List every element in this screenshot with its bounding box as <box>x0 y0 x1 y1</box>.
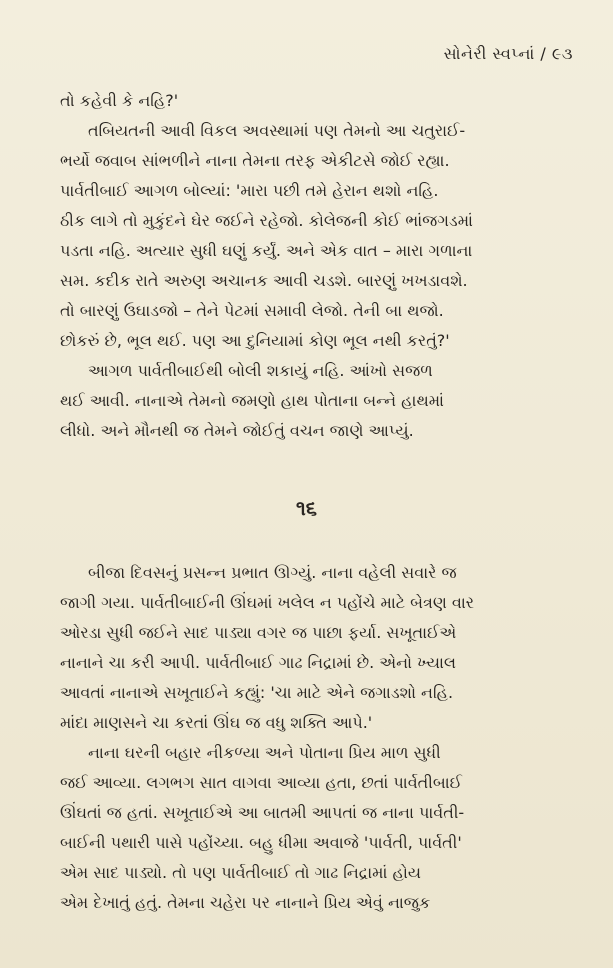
text-line: તો બારણું ઉઘાડજો – તેને પેટમાં સમાવી લેજો. તેની બા થજો. <box>60 301 444 320</box>
text-line: જઈ આવ્યા. લગભગ સાત વાગવા આવ્યા હતા, છતાં પાર્વતીબાઈ <box>60 773 462 792</box>
paragraph-start: નાના ઘરની બહાર નીકળ્યા અને પોતાના પ્રિય માળ સુધી <box>88 743 441 762</box>
text-line: બાઈની પથારી પાસે પહોંચ્યા. બહુ ધીમા અવાજે 'પાર્વતી, પાર્વતી' <box>60 833 462 852</box>
paragraph-start: તબિયતની આવી વિકલ અવસ્થામાં પણ તેમનો આ ચતુરાઈ- <box>88 121 466 140</box>
text-line: નાનાને ચા કરી આપી. પાર્વતીબાઈ ગાઢ નિદ્રામાં છે. એનો ખ્યાલ <box>60 653 456 672</box>
text-line: ભર્યો જવાબ સાંભળીને નાના તેમના તરફ એકીટસે જોઈ રહ્યા. <box>60 151 450 170</box>
text-block-1 <box>60 86 560 446</box>
text-line: સમ. કદીક રાતે અરુણ અચાનક આવી ચડશે. બારણું ખખડાવશે. <box>60 271 468 290</box>
text-block-2 <box>60 558 560 918</box>
text-line: એમ સાદ પાડ્યો. તો પણ પાર્વતીબાઈ તો ગાઢ નિદ્રામાં હોય <box>60 863 421 882</box>
running-header: સોનેરી સ્વપ્નાં / ૯૩ <box>443 44 573 63</box>
chapter-number: ૧૬ <box>296 496 317 520</box>
text-line: પડતા નહિ. અત્યાર સુધી ઘણું કર્યું. અને એક વાત – મારા ગળાના <box>60 241 473 260</box>
paragraph-start: બીજા દિવસનું પ્રસન્ન પ્રભાત ઊગ્યું. નાના વહેલી સવારે જ <box>88 563 457 582</box>
text-line: આવતાં નાનાએ સખૂતાઈને કહ્યું: 'ચા માટે એને જગાડશો નહિ. <box>60 683 454 702</box>
text-line: એમ દેખાતું હતું. તેમના ચહેરા પર નાનાને પ્રિય એવું નાજુક <box>60 893 431 912</box>
text-line: માંદા માણસને ચા કરતાં ઊંઘ જ વધુ શક્તિ આપે.' <box>60 713 373 732</box>
text-line: થઈ આવી. નાનાએ તેમનો જમણો હાથ પોતાના બન્ને હાથમાં <box>60 391 444 410</box>
text-line: છોકરું છે, ભૂલ થઈ. પણ આ દુનિયામાં કોણ ભૂલ નથી કરતું?' <box>60 331 450 350</box>
text-line: પાર્વતીબાઈ આગળ બોલ્યાં: 'મારા પછી તમે હેરાન થશો નહિ. <box>60 181 439 200</box>
text-line: તો કહેવી કે નહિ?' <box>60 91 179 110</box>
text-line: લીધો. અને મૌનથી જ તેમને જોઈતું વચન જાણે આપ્યું. <box>60 421 414 440</box>
text-line: ઠીક લાગે તો મુકુંદને ઘેર જઈને રહેજો. કોલેજની કોઈ ભાંજગડમાં <box>60 211 473 230</box>
paragraph-start: આગળ પાર્વતીબાઈથી બોલી શકાયું નહિ. આંખો સજળ <box>88 361 433 380</box>
text-line: જાગી ગયા. પાર્વતીબાઈની ઊંઘમાં ખલેલ ન પહોંચે માટે બેત્રણ વાર <box>60 593 475 612</box>
text-line: ઊંઘતાં જ હતાં. સખૂતાઈએ આ બાતમી આપતાં જ નાના પાર્વતી- <box>60 803 465 822</box>
text-line: ઓરડા સુધી જઈને સાદ પાડ્યા વગર જ પાછા ફર્યા. સખૂતાઈએ <box>60 623 457 642</box>
